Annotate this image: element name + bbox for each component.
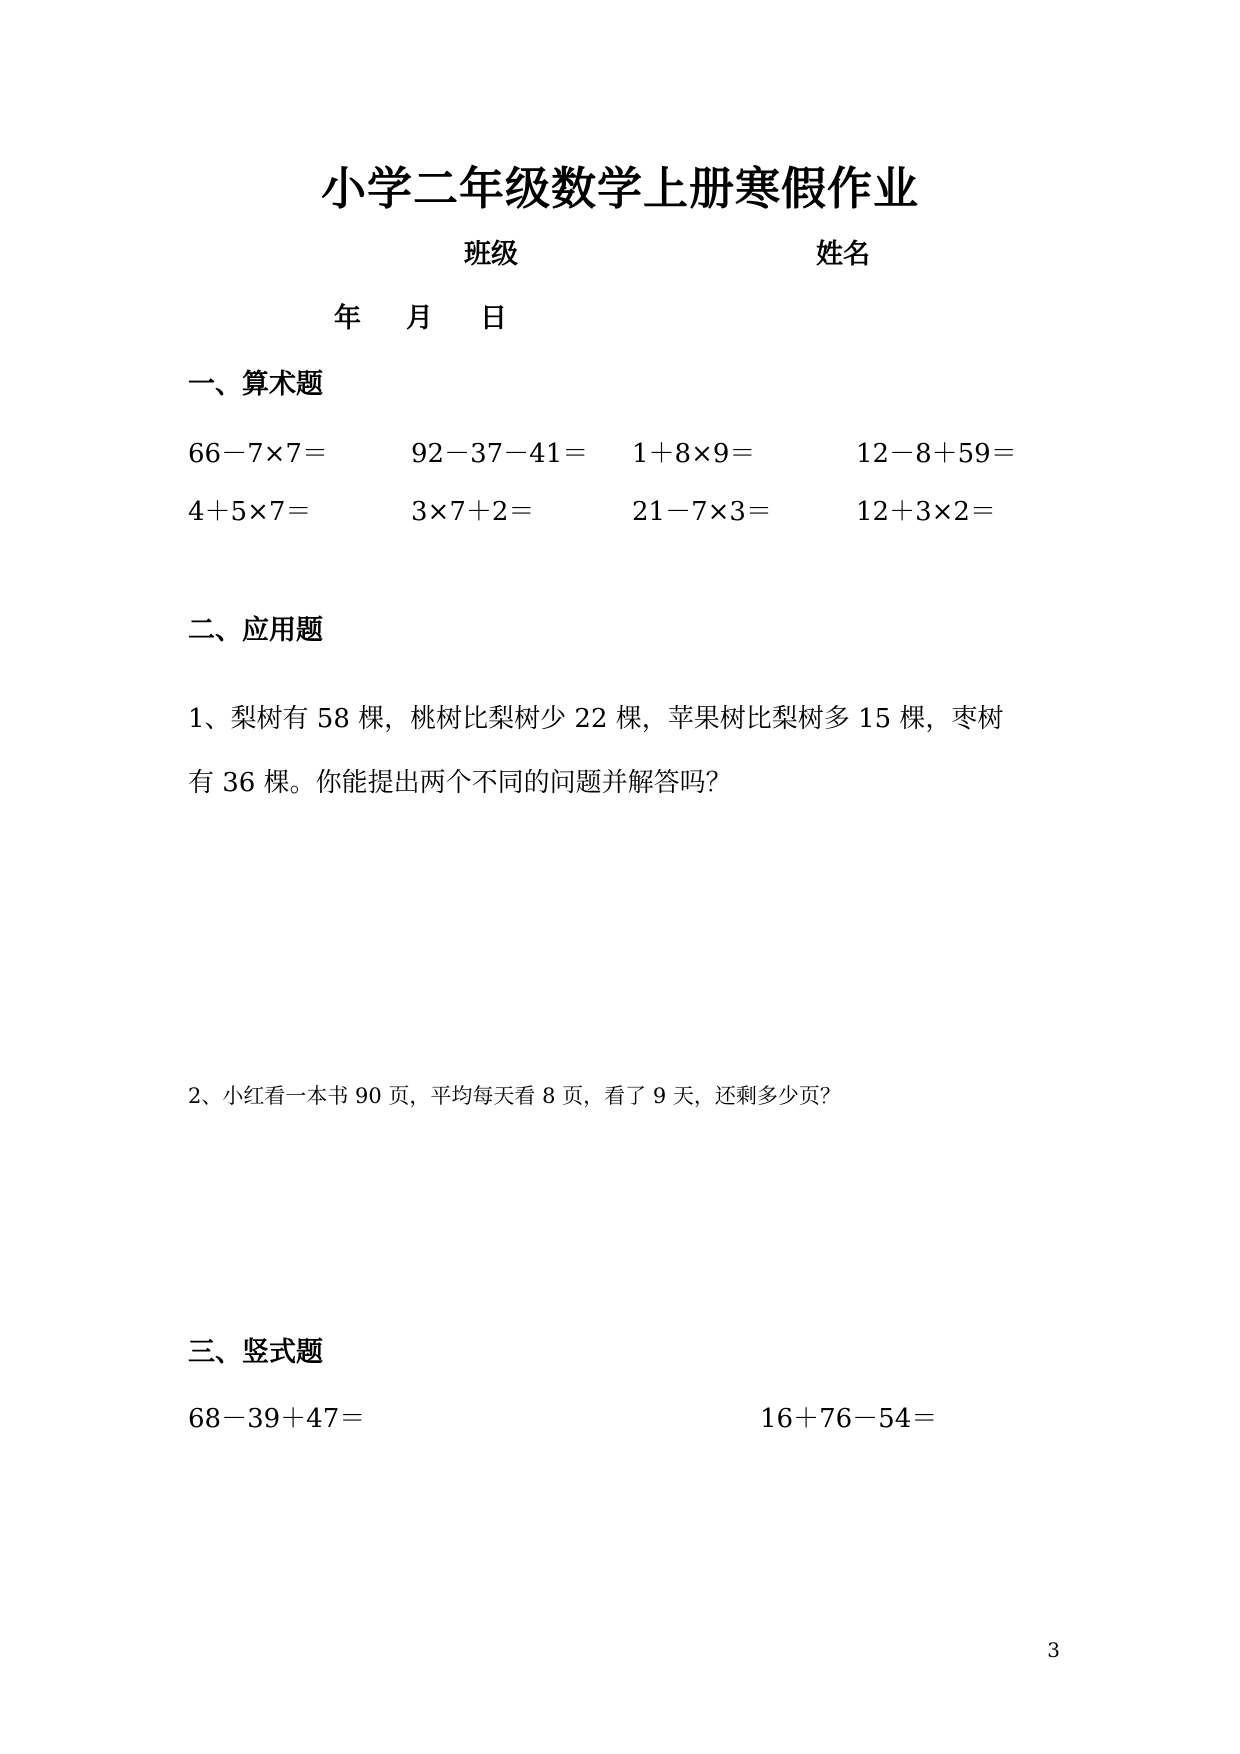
arithmetic-expression: 12－8＋59＝ — [856, 439, 1017, 469]
name-label: 姓名 — [816, 239, 870, 270]
section-heading-word-problems: 二、应用题 — [188, 615, 323, 646]
word-problem-1-line-1: 1、梨树有 58 棵，桃树比梨树少 22 棵，苹果树比梨树多 15 棵，枣树 — [188, 704, 1004, 734]
page-number: 3 — [1047, 1638, 1060, 1662]
year-label: 年 — [334, 303, 361, 334]
section-heading-arithmetic: 一、算术题 — [188, 369, 323, 400]
arithmetic-expression: 1＋8×9＝ — [632, 439, 756, 469]
arithmetic-expression: 21－7×3＝ — [632, 497, 772, 527]
vertical-expression-left: 68－39＋47＝ — [188, 1404, 366, 1434]
arithmetic-expression: 12＋3×2＝ — [856, 497, 996, 527]
month-label: 月 — [406, 303, 433, 334]
arithmetic-expression: 66－7×7＝ — [188, 439, 328, 469]
arithmetic-expression: 4＋5×7＝ — [188, 497, 312, 527]
arithmetic-expression: 3×7＋2＝ — [411, 497, 535, 527]
word-problem-2: 2、小红看一本书 90 页，平均每天看 8 页，看了 9 天，还剩多少页？ — [188, 1084, 841, 1108]
word-problem-1-line-2: 有 36 棵。你能提出两个不同的问题并解答吗？ — [188, 768, 732, 798]
arithmetic-expression: 92－37－41＝ — [411, 439, 589, 469]
section-heading-vertical-calculation: 三、竖式题 — [188, 1337, 323, 1368]
day-label: 日 — [480, 303, 507, 334]
vertical-expression-right: 16＋76－54＝ — [760, 1404, 938, 1434]
page-title: 小学二年级数学上册寒假作业 — [320, 162, 919, 215]
class-label: 班级 — [464, 239, 518, 270]
